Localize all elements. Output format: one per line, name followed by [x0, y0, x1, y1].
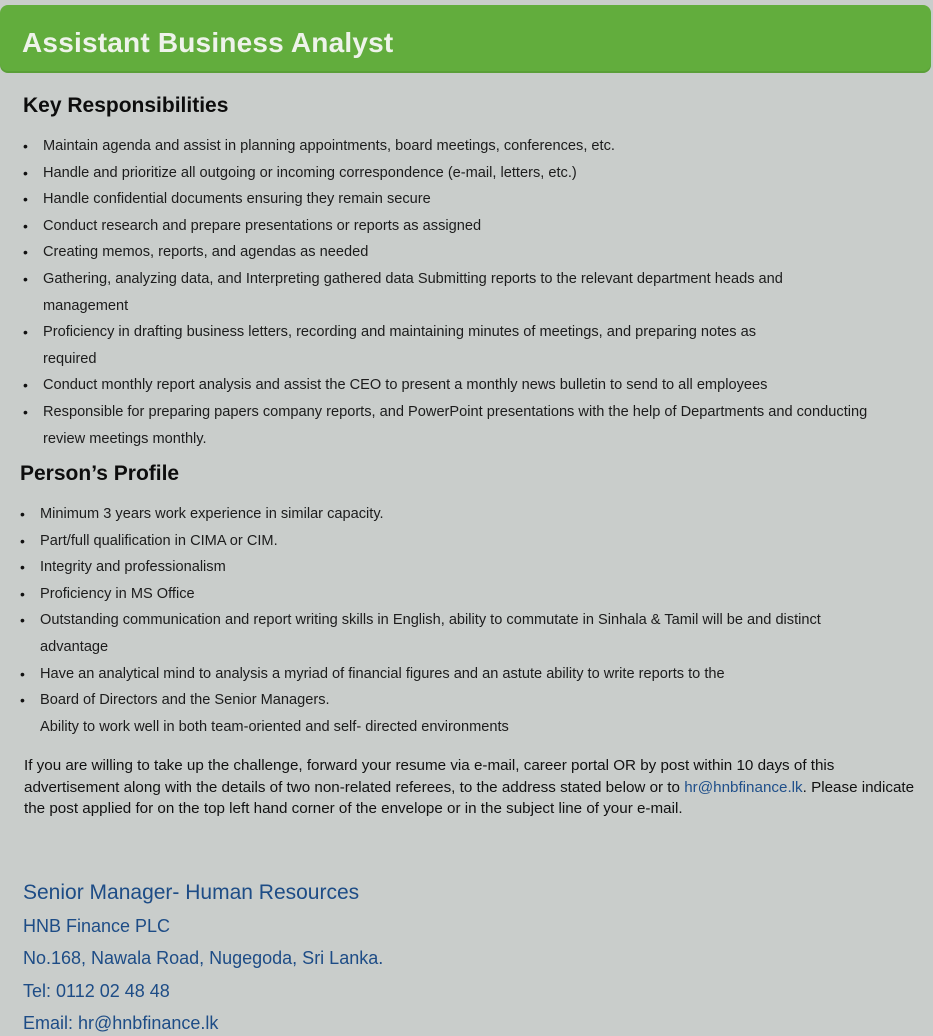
- list-item: • Conduct monthly report analysis and assist the CEO to present a monthly news bulletin to send to all employees: [23, 372, 883, 399]
- contact-address: No.168, Nawala Road, Nugegoda, Sri Lanka.: [23, 948, 384, 968]
- apply-text-before: If you are willing to take up the challenge, forward your resume via e-mail, career portal OR by post within 10 days of this advertisement along with the details of two non-related referees, to the address stated below or to: [24, 757, 835, 796]
- responsibilities-heading: Key Responsibilities: [23, 94, 229, 117]
- list-item: • Proficiency in MS Office: [20, 581, 880, 608]
- list-item: • Outstanding communication and report writing skills in English, ability to commutate in Sinhala & Tamil will be and distinct advantage: [20, 607, 880, 660]
- contact-title: Senior Manager- Human Resources: [23, 881, 360, 904]
- list-item: • Conduct research and prepare presentations or reports as assigned: [23, 213, 883, 240]
- list-item: • Have an analytical mind to analysis a myriad of financial figures and an astute ability to write reports to the: [20, 661, 880, 688]
- profile-heading: Person’s Profile: [20, 462, 180, 485]
- page-title: Assistant Business Analyst: [22, 27, 394, 58]
- list-item: • Minimum 3 years work experience in similar capacity.: [20, 501, 880, 528]
- apply-text-after: . Please indicate the post applied for on the top left hand corner of the envelope or in the subject line of your e-mail.: [24, 778, 915, 818]
- contact-email[interactable]: Email: hr@hnbfinance.lk: [23, 1013, 219, 1033]
- responsibilities-list: [23, 133, 883, 452]
- contact-phone: Tel: 0112 02 48 48: [23, 981, 170, 1001]
- list-item: • Responsible for preparing papers company reports, and PowerPoint presentations with the help of Departments and conducting review meetings monthly.: [23, 399, 883, 452]
- list-item: • Proficiency in drafting business letters, recording and maintaining minutes of meetings, and preparing notes as required: [23, 319, 883, 372]
- apply-email-link[interactable]: hr@hnbfinance.lk: [684, 778, 803, 796]
- list-item: • Integrity and professionalism: [20, 554, 880, 581]
- list-item: • Gathering, analyzing data, and Interpreting gathered data Submitting reports to the relevant department heads and management: [23, 266, 883, 319]
- list-item: • Handle and prioritize all outgoing or incoming correspondence (e-mail, letters, etc.): [23, 160, 883, 187]
- contact-company: HNB Finance PLC: [23, 916, 171, 936]
- list-item: Ability to work well in both team-oriented and self- directed environments: [40, 718, 509, 735]
- list-item: • Handle confidential documents ensuring they remain secure: [23, 186, 883, 213]
- list-item: • Creating memos, reports, and agendas as needed: [23, 239, 883, 266]
- application-instructions: [24, 755, 924, 820]
- list-item: • Maintain agenda and assist in planning appointments, board meetings, conferences, etc.: [23, 133, 883, 160]
- list-item: • Part/full qualification in CIMA or CIM.: [20, 528, 880, 555]
- profile-list: [20, 501, 880, 740]
- title-banner: [0, 5, 931, 73]
- list-item: • Board of Directors and the Senior Managers.: [20, 687, 880, 714]
